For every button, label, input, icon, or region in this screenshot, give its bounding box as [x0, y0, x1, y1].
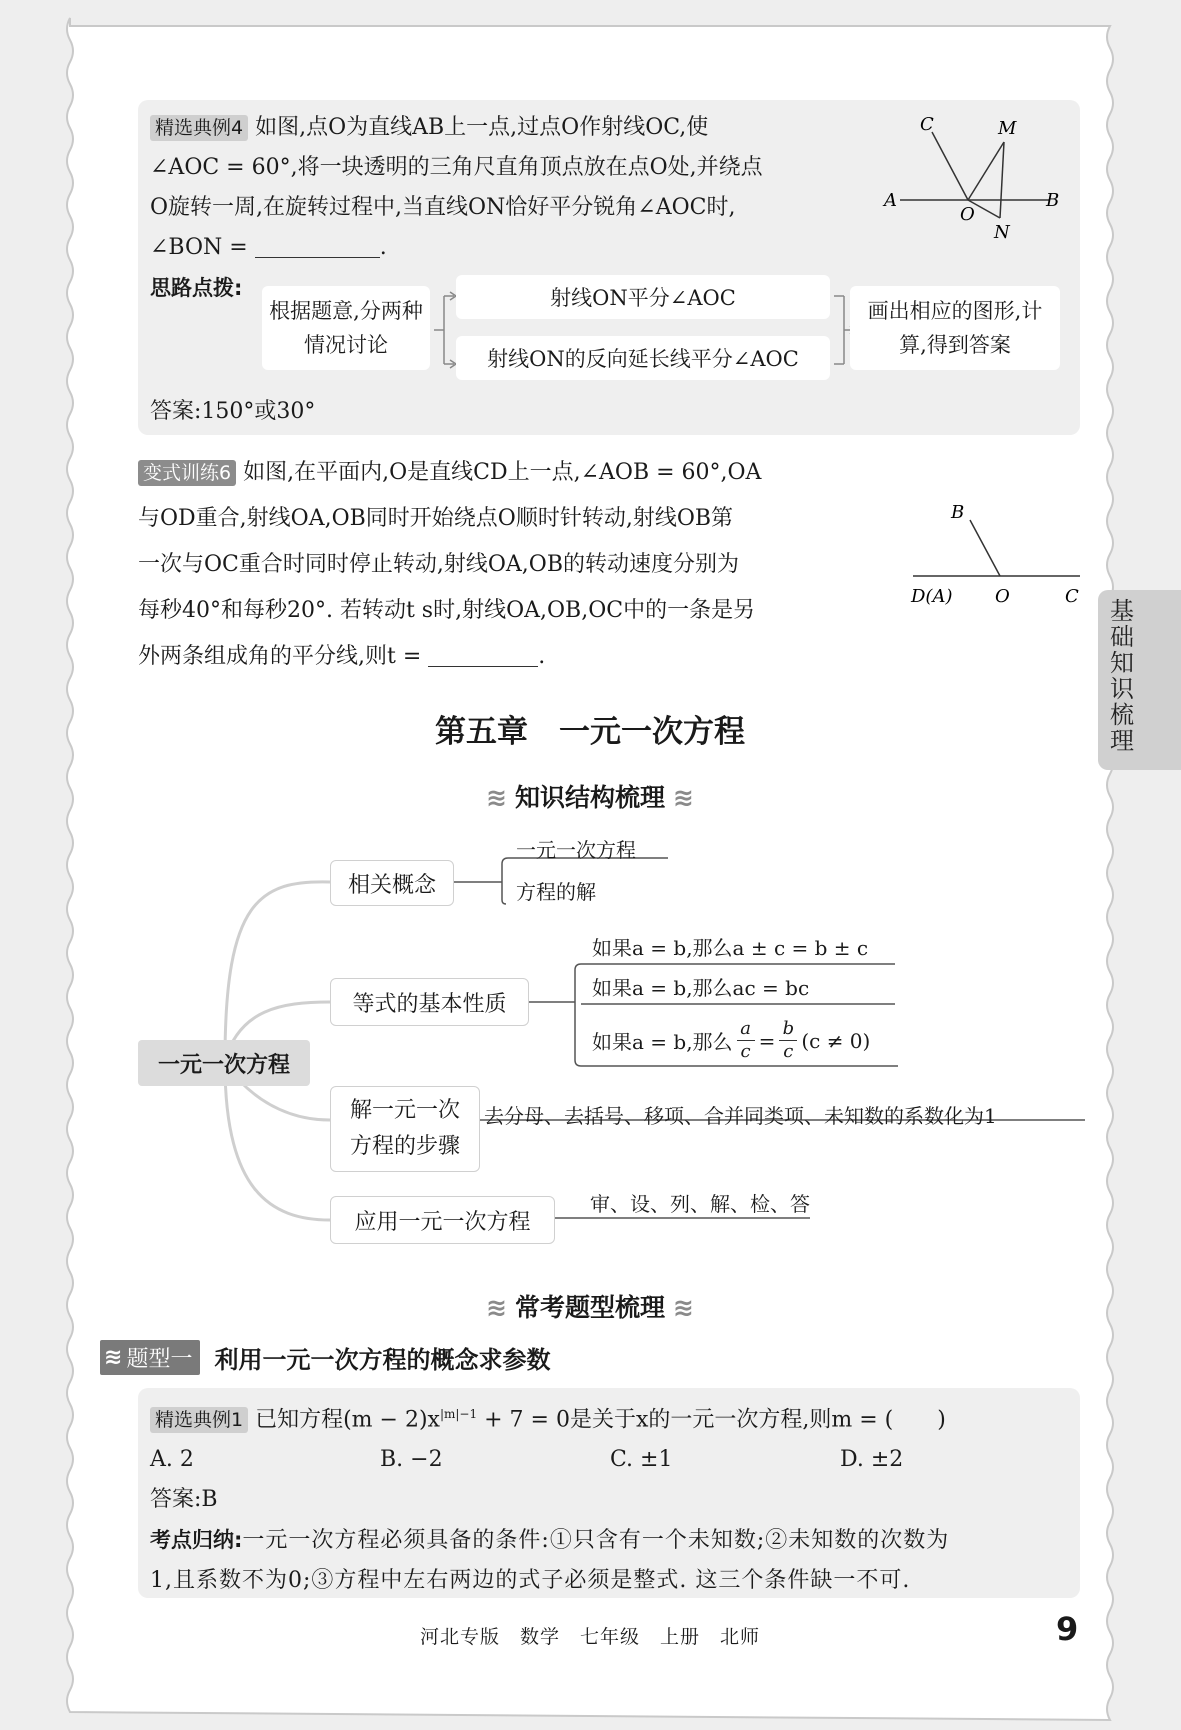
- variant6-line4: 每秒40°和每秒20°. 若转动t s时,射线OA,OB,OC中的一条是另: [138, 598, 756, 623]
- example4-line4-suffix: .: [379, 235, 387, 260]
- example1-tag: 精选典例1: [150, 1407, 248, 1433]
- example4-line1: 如图,点O为直线AB上一点,过点O作射线OC,使: [255, 115, 709, 140]
- mindmap-root: 一元一次方程: [138, 1040, 310, 1086]
- mindmap-leaf-steps: 去分母、去括号、移项、合并同类项、未知数的系数化为1: [484, 1104, 997, 1128]
- fraction1-num: a: [740, 1018, 751, 1039]
- variant6-line5-suffix: .: [538, 644, 546, 669]
- property3-prefix: 如果a = b,那么: [592, 1030, 733, 1054]
- side-tab-label: 基 础 知 识 梳 理: [1110, 597, 1134, 755]
- fig4-label-c: C: [920, 114, 934, 135]
- property3-suffix: (c ≠ 0): [801, 1028, 871, 1053]
- fraction-b-c: [779, 1018, 797, 1063]
- fig4-label-m: M: [998, 118, 1017, 139]
- mindmap-node-application: 应用一元一次方程: [330, 1196, 555, 1244]
- option-d: D. ±2: [840, 1447, 904, 1473]
- chapter-title: 第五章 一元一次方程: [435, 714, 745, 750]
- hint-label: 思路点拨:: [150, 276, 243, 300]
- example4-line2: ∠AOC = 60°,将一块透明的三角尺直角顶点放在点O处,并绕点: [150, 155, 763, 180]
- mindmap-leaf-property-3: [592, 1018, 870, 1063]
- page-number: 9: [1056, 1610, 1079, 1648]
- mindmap-node-property: 等式的基本性质: [330, 978, 529, 1026]
- summary-line2: 1,且系数不为0;③方程中左右两边的式子必须是整式. 这三个条件缺一不可.: [150, 1568, 911, 1594]
- option-b: B. −2: [380, 1447, 443, 1473]
- wave-left-icon-2: ≋: [486, 1293, 508, 1322]
- fig4-label-n: N: [994, 222, 1010, 243]
- property3-eq: =: [758, 1028, 776, 1053]
- summary-line1: 一元一次方程必须具备的条件:①只含有一个未知数;②未知数的次数为: [242, 1528, 950, 1554]
- section2-title: 常考题型梳理: [514, 1293, 665, 1322]
- mindmap-node-concept: 相关概念: [330, 860, 454, 906]
- example1-answer: 答案:B: [150, 1487, 218, 1513]
- type1-tag-label: 题型一: [126, 1347, 193, 1372]
- option-a: A. 2: [150, 1447, 194, 1473]
- option-c: C. ±1: [610, 1447, 673, 1473]
- example1-stem-sup: |m|−1: [439, 1407, 478, 1421]
- variant6-line5-prefix: 外两条组成角的平分线,则t =: [138, 644, 422, 669]
- section1-title: 知识结构梳理: [514, 783, 665, 812]
- wave-right-icon: ≋: [672, 783, 694, 812]
- hint-box-result: 画出相应的图形,计算,得到答案: [850, 286, 1060, 370]
- fig4-label-a: A: [884, 190, 897, 211]
- steps-label-line2: 方程的步骤: [349, 1134, 460, 1159]
- fraction2-den: c: [779, 1040, 797, 1063]
- section2-heading: [300, 1288, 880, 1324]
- mindmap-node-steps: [330, 1086, 480, 1172]
- fraction1-den: c: [737, 1040, 755, 1063]
- fig6-label-da: D(A): [911, 586, 953, 607]
- footer-text: 河北专版 数学 七年级 上册 北师: [419, 1626, 760, 1648]
- fig4-label-o: O: [960, 204, 975, 225]
- summary-label: 考点归纳:: [150, 1528, 243, 1553]
- hint-case-2: 射线ON的反向延长线平分∠AOC: [456, 336, 830, 380]
- fraction2-num: b: [782, 1018, 795, 1039]
- type1-title: 利用一元一次方程的概念求参数: [214, 1346, 551, 1374]
- hint-case-1: 射线ON平分∠AOC: [456, 275, 830, 319]
- fig6-label-o: O: [995, 586, 1010, 607]
- mindmap-leaf-concept-1: 一元一次方程: [516, 838, 636, 862]
- fig4-label-b: B: [1046, 190, 1060, 211]
- example4-answer: 答案:150°或30°: [150, 399, 316, 424]
- example1-stem-suffix: + 7 = 0是关于x的一元一次方程,则m = ( ): [477, 1407, 946, 1433]
- wave-right-icon-2: ≋: [672, 1293, 694, 1322]
- fraction-a-c: [737, 1018, 755, 1063]
- example4-tag: 精选典例4: [150, 115, 248, 141]
- variant6-line3: 一次与OC重合时同时停止转动,射线OA,OB的转动速度分别为: [138, 552, 739, 577]
- mindmap-leaf-property-2: 如果a = b,那么ac = bc: [592, 976, 810, 1000]
- type1-heading: [100, 1340, 550, 1375]
- wave-left-icon: ≋: [486, 783, 508, 812]
- mindmap-leaf-concept-2: 方程的解: [516, 880, 596, 904]
- example1-text: [150, 1394, 1070, 1601]
- steps-label-line1: 解一元一次: [349, 1098, 460, 1123]
- variant6-line2: 与OD重合,射线OA,OB同时开始绕点O顺时针转动,射线OB第: [138, 506, 734, 531]
- mindmap-leaf-application: 审、设、列、解、检、答: [590, 1192, 810, 1216]
- type1-wave-icon: ≋: [104, 1345, 123, 1370]
- variant6-line1: 如图,在平面内,O是直线CD上一点,∠AOB = 60°,OA: [243, 460, 762, 485]
- example1-stem-prefix: 已知方程(m − 2)x: [255, 1407, 440, 1433]
- example4-line3: O旋转一周,在旋转过程中,当直线ON恰好平分锐角∠AOC时,: [150, 195, 736, 220]
- type1-tag: [100, 1340, 200, 1375]
- example4-line4-prefix: ∠BON =: [150, 235, 248, 260]
- hint-box-cases: 根据题意,分两种情况讨论: [262, 286, 430, 370]
- fig6-label-c: C: [1065, 586, 1079, 607]
- mindmap-leaf-property-1: 如果a = b,那么a ± c = b ± c: [592, 936, 869, 960]
- fig6-label-b: B: [951, 502, 965, 523]
- variant6-tag: 变式训练6: [138, 460, 236, 486]
